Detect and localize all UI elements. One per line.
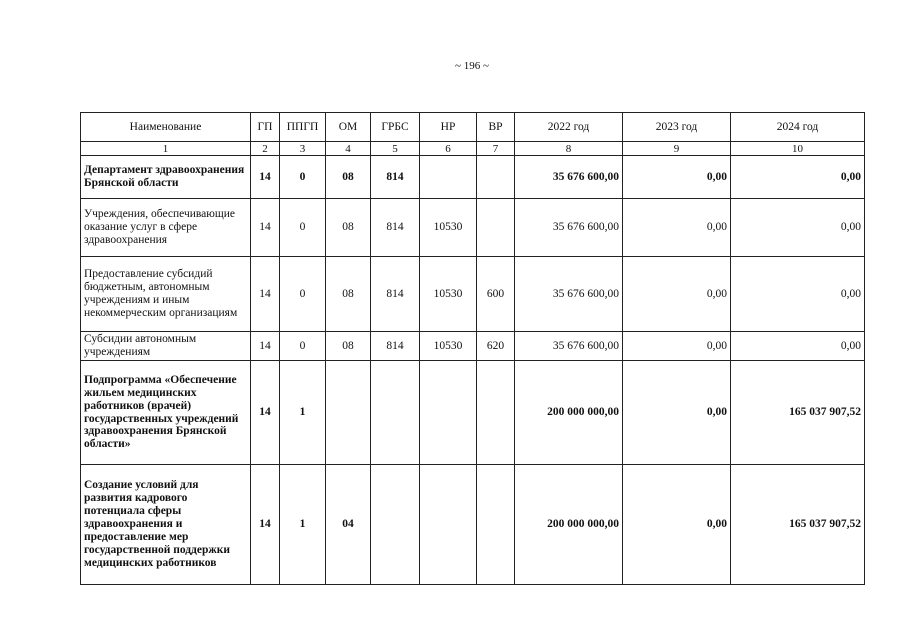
cell-nr [420, 465, 477, 585]
cell-nr [420, 156, 477, 199]
column-number: 8 [515, 142, 623, 156]
cell-2024: 165 037 907,52 [731, 465, 865, 585]
row-name: Субсидии автономным учреждениям [81, 332, 251, 361]
cell-ppgp: 1 [280, 465, 326, 585]
cell-gp: 14 [251, 156, 280, 199]
column-number: 7 [477, 142, 515, 156]
column-number: 3 [280, 142, 326, 156]
table-row [81, 199, 865, 257]
column-header-ppgp: ППГП [280, 113, 326, 142]
column-number: 2 [251, 142, 280, 156]
cell-ppgp: 0 [280, 199, 326, 257]
page-number: ~ 196 ~ [455, 60, 489, 72]
column-number-row [81, 142, 865, 156]
column-number: 1 [81, 142, 251, 156]
cell-om [326, 361, 371, 465]
column-number: 4 [326, 142, 371, 156]
cell-vr [477, 199, 515, 257]
table-row [81, 156, 865, 199]
row-name: Учреждения, обеспечивающие оказание услуг в сфере здравоохранения [81, 199, 251, 257]
budget-table [80, 112, 865, 585]
cell-om: 08 [326, 199, 371, 257]
cell-2023: 0,00 [623, 257, 731, 332]
header-row [81, 113, 865, 142]
column-header-2023: 2023 год [623, 113, 731, 142]
cell-nr [420, 361, 477, 465]
cell-2024: 0,00 [731, 199, 865, 257]
cell-2024: 0,00 [731, 156, 865, 199]
cell-2024: 165 037 907,52 [731, 361, 865, 465]
cell-gp: 14 [251, 332, 280, 361]
cell-nr: 10530 [420, 199, 477, 257]
column-number: 6 [420, 142, 477, 156]
cell-gp: 14 [251, 361, 280, 465]
cell-om: 04 [326, 465, 371, 585]
cell-nr: 10530 [420, 257, 477, 332]
cell-grbs [371, 361, 420, 465]
cell-grbs [371, 465, 420, 585]
column-header-name: Наименование [81, 113, 251, 142]
cell-2024: 0,00 [731, 257, 865, 332]
cell-vr [477, 156, 515, 199]
cell-2023: 0,00 [623, 156, 731, 199]
column-header-2024: 2024 год [731, 113, 865, 142]
cell-grbs: 814 [371, 156, 420, 199]
cell-gp: 14 [251, 465, 280, 585]
cell-2023: 0,00 [623, 465, 731, 585]
cell-2022: 35 676 600,00 [515, 257, 623, 332]
cell-2023: 0,00 [623, 361, 731, 465]
cell-ppgp: 1 [280, 361, 326, 465]
cell-om: 08 [326, 257, 371, 332]
cell-2022: 200 000 000,00 [515, 361, 623, 465]
cell-vr: 600 [477, 257, 515, 332]
cell-vr: 620 [477, 332, 515, 361]
column-number: 9 [623, 142, 731, 156]
cell-vr [477, 361, 515, 465]
cell-2022: 200 000 000,00 [515, 465, 623, 585]
cell-2022: 35 676 600,00 [515, 156, 623, 199]
cell-gp: 14 [251, 199, 280, 257]
cell-2022: 35 676 600,00 [515, 332, 623, 361]
cell-2023: 0,00 [623, 332, 731, 361]
cell-grbs: 814 [371, 332, 420, 361]
column-header-om: ОМ [326, 113, 371, 142]
column-header-2022: 2022 год [515, 113, 623, 142]
table-row [81, 332, 865, 361]
cell-2023: 0,00 [623, 199, 731, 257]
row-name: Департамент здравоохранения Брянской области [81, 156, 251, 199]
cell-grbs: 814 [371, 199, 420, 257]
table-row [81, 465, 865, 585]
column-header-gp: ГП [251, 113, 280, 142]
column-header-vr: ВР [477, 113, 515, 142]
row-name: Предоставление субсидий бюджетным, автономным учреждениям и иным некоммерческим организациям [81, 257, 251, 332]
cell-nr: 10530 [420, 332, 477, 361]
column-header-nr: НР [420, 113, 477, 142]
cell-gp: 14 [251, 257, 280, 332]
cell-ppgp: 0 [280, 332, 326, 361]
cell-om: 08 [326, 156, 371, 199]
cell-vr [477, 465, 515, 585]
column-number: 5 [371, 142, 420, 156]
column-number: 10 [731, 142, 865, 156]
cell-grbs: 814 [371, 257, 420, 332]
column-header-grbs: ГРБС [371, 113, 420, 142]
cell-om: 08 [326, 332, 371, 361]
row-name: Подпрограмма «Обеспечение жильем медицинских работников (врачей) государственных учреждений здравоохранения Брянской области» [81, 361, 251, 465]
table-row [81, 361, 865, 465]
cell-2024: 0,00 [731, 332, 865, 361]
cell-ppgp: 0 [280, 257, 326, 332]
row-name: Создание условий для развития кадрового потенциала сферы здравоохранения и предоставление мер государственной поддержки медицинских работников [81, 465, 251, 585]
cell-ppgp: 0 [280, 156, 326, 199]
table-row [81, 257, 865, 332]
cell-2022: 35 676 600,00 [515, 199, 623, 257]
